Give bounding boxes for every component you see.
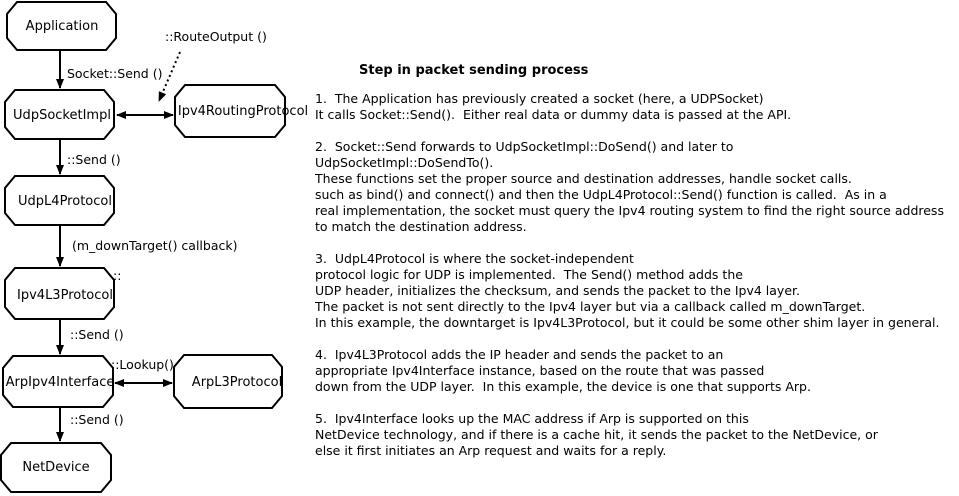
step-3 <box>315 251 944 331</box>
step-line: 2. Socket::Send forwards to UdpSocketImpl::DoSend() and later to <box>315 139 734 154</box>
node-arp-l3-protocol-label: ArpL3Protocol <box>191 375 283 390</box>
edge-label-socket-send: Socket::Send () <box>67 66 163 81</box>
node-arp-ipv4-interface <box>3 356 114 407</box>
step-line: UdpSocketImpl::DoSendTo(). <box>315 155 494 170</box>
step-line: UDP header, initializes the checksum, and sends the packet to the Ipv4 layer. <box>315 283 800 298</box>
step-line: appropriate Ipv4Interface instance, based on the route that was passed <box>315 363 765 378</box>
edge-label-route-output: ::RouteOutput () <box>165 29 267 44</box>
node-net-device-label: NetDevice <box>22 460 90 475</box>
node-arp-ipv4-interface-label: ArpIpv4Interface <box>5 375 115 390</box>
node-arp-l3-protocol <box>174 355 282 408</box>
node-ipv4-l3-protocol <box>5 268 114 319</box>
edge-label-send-2: ::Send () <box>70 327 124 342</box>
step-line: 4. Ipv4L3Protocol adds the IP header and sends the packet to an <box>315 347 724 362</box>
step-line: else it first initiates an Arp request and waits for a reply. <box>315 443 667 458</box>
stray-colons-label: :: <box>113 268 122 283</box>
node-application <box>7 2 116 50</box>
step-2 <box>315 139 944 235</box>
node-ipv4-l3-protocol-label: Ipv4L3Protocol <box>17 288 113 303</box>
step-line: The packet is not sent directly to the Ipv4 layer but via a callback called m_downTarget. <box>315 299 866 314</box>
step-1 <box>315 91 944 123</box>
step-line: 5. Ipv4Interface looks up the MAC address if Arp is supported on this <box>315 411 749 426</box>
step-line: In this example, the downtarget is Ipv4L3Protocol, but it could be some other shim layer in general. <box>315 315 940 330</box>
step-line: 3. UdpL4Protocol is where the socket-independent <box>315 251 634 266</box>
edge-label-lookup: ::Lookup() <box>111 357 174 372</box>
step-line: It calls Socket::Send(). Either real data or dummy data is passed at the API. <box>315 107 792 122</box>
edge-label-send-3: ::Send () <box>70 412 124 427</box>
edge-label-send-1: ::Send () <box>67 152 121 167</box>
step-5 <box>315 411 944 459</box>
description-heading: Step in packet sending process <box>359 63 589 78</box>
node-udp-l4-protocol <box>5 176 114 225</box>
edge-label-m-down-target: (m_downTarget() callback) <box>72 238 238 253</box>
node-udp-l4-protocol-label: UdpL4Protocol <box>18 194 112 209</box>
step-line: These functions set the proper source and destination addresses, handle socket calls. <box>315 171 852 186</box>
step-line: such as bind() and connect() and then the UdpL4Protocol::Send() function is called. As in a <box>315 187 887 202</box>
node-application-label: Application <box>25 19 99 34</box>
node-net-device <box>1 443 111 492</box>
step-line: 1. The Application has previously created a socket (here, a UDPSocket) <box>315 91 764 106</box>
description-steps <box>315 91 944 475</box>
step-line: NetDevice technology, and if there is a cache hit, it sends the packet to the NetDevice, or <box>315 427 878 442</box>
node-ipv4-routing-protocol <box>175 85 308 137</box>
step-line: down from the UDP layer. In this example, the device is one that supports Arp. <box>315 379 811 394</box>
node-udp-socket-impl <box>5 90 114 139</box>
step-line: protocol logic for UDP is implemented. The Send() method adds the <box>315 267 743 282</box>
step-line: to match the destination address. <box>315 219 527 234</box>
node-udp-socket-impl-label: UdpSocketImpl <box>13 108 111 123</box>
step-4 <box>315 347 944 395</box>
step-line: real implementation, the socket must query the Ipv4 routing system to find the right source address <box>315 203 944 218</box>
node-ipv4-routing-protocol-label: Ipv4RoutingProtocol <box>177 104 309 119</box>
